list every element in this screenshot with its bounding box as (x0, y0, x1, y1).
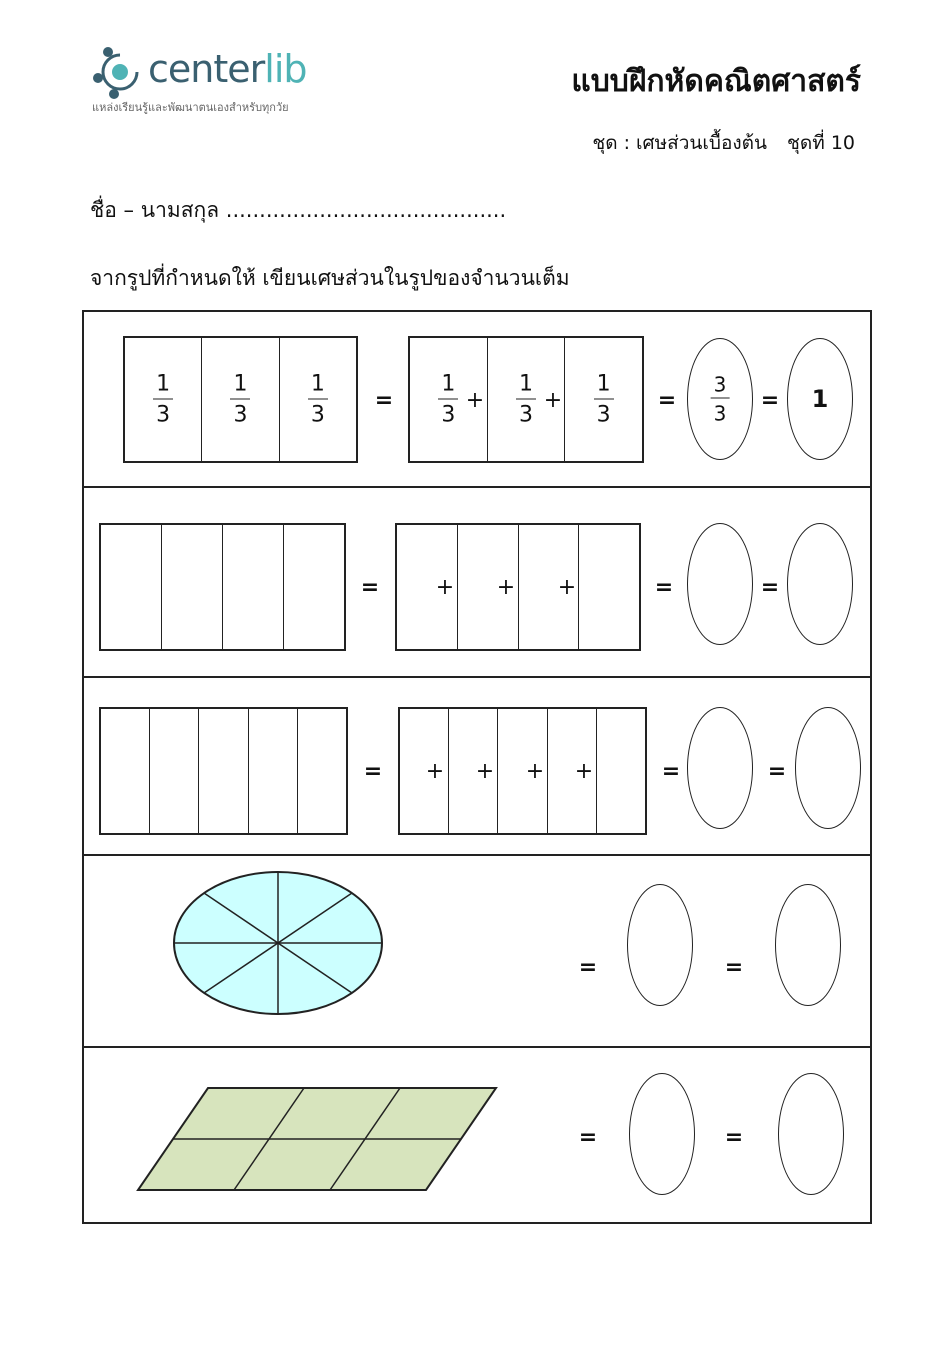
example-cell (201, 338, 278, 461)
example-sum-cell (564, 338, 642, 461)
answer-cell[interactable] (596, 709, 645, 833)
fifths-strip (99, 707, 348, 835)
fraction (438, 373, 458, 426)
equals-sign: = (760, 575, 780, 600)
quarters-strip (99, 523, 346, 651)
student-name-line: ชื่อ – นามสกุล .......................................... (90, 198, 507, 222)
worksheet-title: แบบฝึกหัดคณิตศาสตร์ (571, 64, 861, 99)
exercise-row-2 (84, 678, 870, 856)
equals-sign: = (363, 759, 383, 784)
numerator: 1 (308, 373, 328, 399)
whole-number: 1 (811, 385, 829, 413)
exercise-row-3 (84, 856, 870, 1048)
answer-whole-oval[interactable] (775, 884, 841, 1006)
answer-whole-oval[interactable] (795, 707, 861, 829)
logo-tagline: แหล่งเรียนรู้และพัฒนาตนเองสำหรับทุกวัย (92, 101, 289, 114)
fraction (308, 373, 328, 426)
denominator: 3 (519, 402, 533, 427)
equals-sign: = (578, 955, 598, 980)
plus-sign: + (574, 759, 594, 784)
fraction (230, 373, 250, 426)
strip-cell (101, 709, 149, 833)
answer-fraction-oval[interactable] (687, 707, 753, 829)
numerator: 1 (230, 373, 250, 399)
example-strip (123, 336, 358, 463)
strip-cell (149, 709, 198, 833)
example-sum-strip (408, 336, 644, 463)
example-row (84, 312, 870, 488)
equals-sign: = (724, 955, 744, 980)
numerator: 3 (711, 375, 730, 399)
equals-sign: = (360, 575, 380, 600)
set-label: ชุด : เศษส่วนเบื้องต้น (592, 132, 767, 154)
plus-sign: + (475, 759, 495, 784)
logo-wordmark (148, 44, 307, 94)
equals-sign: = (374, 388, 394, 413)
numerator: 1 (516, 373, 536, 399)
plus-sign: + (543, 388, 563, 413)
equals-sign: = (578, 1125, 598, 1150)
example-cell (279, 338, 356, 461)
example-cell (125, 338, 201, 461)
plus-sign: + (525, 759, 545, 784)
answer-whole-oval[interactable] (787, 523, 853, 645)
equals-sign: = (654, 575, 674, 600)
denominator: 3 (596, 402, 611, 427)
numerator: 1 (594, 373, 614, 399)
equals-sign: = (760, 388, 780, 413)
equals-sign: = (724, 1125, 744, 1150)
strip-cell (101, 525, 161, 649)
parallelogram-sixths (136, 1086, 498, 1192)
answer-whole-oval[interactable] (778, 1073, 844, 1195)
plus-sign: + (496, 575, 516, 600)
answer-fraction-oval[interactable] (629, 1073, 695, 1195)
exercise-row-4 (84, 1048, 870, 1224)
result-fraction-oval (687, 338, 753, 460)
plus-sign: + (425, 759, 445, 784)
denominator: 3 (156, 402, 171, 427)
plus-sign: + (465, 388, 485, 413)
answer-cell[interactable] (578, 525, 639, 649)
denominator: 3 (233, 402, 248, 427)
centerlib-logo (92, 40, 352, 120)
instruction-text: จากรูปที่กำหนดให้ เขียนเศษส่วนในรูปของจำนวนเต็ม (90, 266, 570, 290)
numerator: 1 (153, 373, 173, 399)
strip-cell (297, 709, 346, 833)
logo-word-center: center (148, 47, 265, 91)
denominator: 3 (441, 402, 456, 427)
result-whole-oval (787, 338, 853, 460)
equals-sign: = (767, 759, 787, 784)
worksheet-set-line (592, 128, 855, 158)
worksheet-frame (82, 310, 872, 1224)
strip-cell (248, 709, 297, 833)
plus-sign: + (435, 575, 455, 600)
plus-sign: + (557, 575, 577, 600)
logo-word-lib: lib (264, 47, 307, 91)
denominator: 3 (310, 402, 325, 427)
fraction (516, 373, 536, 426)
fraction (594, 373, 614, 426)
set-number: ชุดที่ 10 (787, 132, 855, 154)
denominator: 3 (713, 401, 727, 426)
quarters-sum-strip (395, 523, 641, 651)
equals-sign: = (661, 759, 681, 784)
answer-fraction-oval[interactable] (687, 523, 753, 645)
equals-sign: = (657, 388, 677, 413)
strip-cell (198, 709, 247, 833)
strip-cell (161, 525, 222, 649)
exercise-row-1 (84, 488, 870, 678)
fraction (711, 372, 730, 426)
fraction (153, 373, 173, 426)
strip-cell (222, 525, 283, 649)
numerator: 1 (438, 373, 458, 399)
answer-fraction-oval[interactable] (627, 884, 693, 1006)
molecule-logo-icon (92, 44, 150, 102)
strip-cell (283, 525, 344, 649)
ellipse-eighths (172, 870, 384, 1016)
